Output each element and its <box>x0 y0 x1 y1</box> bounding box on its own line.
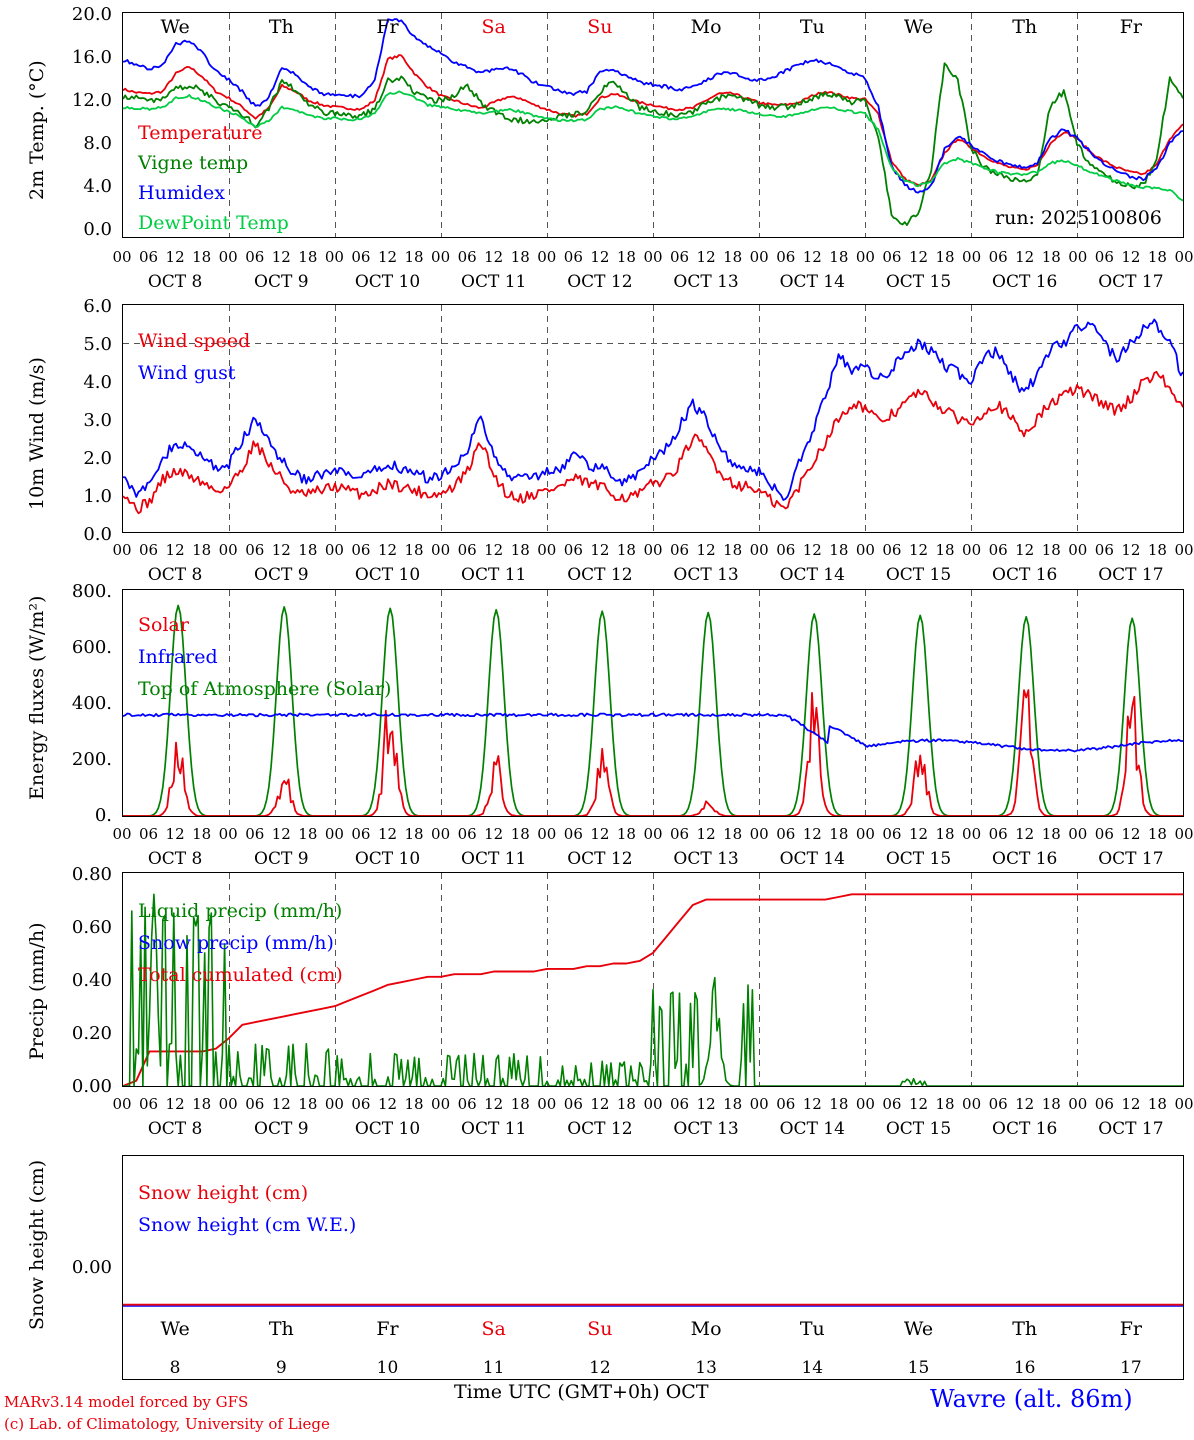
day-label: OCT 12 <box>567 565 633 585</box>
day-label: OCT 10 <box>354 272 421 292</box>
hour-tick: 18 <box>298 825 318 843</box>
hour-tick: 06 <box>139 248 159 266</box>
hour-tick: 00 <box>112 825 132 843</box>
hour-tick: 06 <box>457 248 477 266</box>
hour-tick: 06 <box>351 1095 371 1113</box>
hour-tick: 12 <box>802 825 822 843</box>
hour-tick: 06 <box>1094 248 1114 266</box>
hour-tick: 18 <box>829 248 849 266</box>
hour-tick: 18 <box>616 248 636 266</box>
ytick-flux-1: 200. <box>71 749 112 770</box>
hour-tick: 00 <box>1068 541 1088 559</box>
hour-tick: 06 <box>139 541 159 559</box>
hour-tick: 00 <box>112 541 132 559</box>
hour-tick: 18 <box>298 248 318 266</box>
hour-tick: 12 <box>1121 825 1141 843</box>
hour-tick: 06 <box>988 541 1008 559</box>
hour-tick: 06 <box>776 825 796 843</box>
plot-area-fluxes <box>122 589 1184 817</box>
hour-tick: 18 <box>1041 541 1061 559</box>
weekday-label: We <box>160 1318 190 1340</box>
weekday-label: We <box>160 16 190 38</box>
day-label: OCT 11 <box>461 565 527 585</box>
hour-tick: 12 <box>696 1095 716 1113</box>
hour-tick: 12 <box>1121 1095 1141 1113</box>
hour-tick: 18 <box>192 1095 212 1113</box>
hour-tick: 12 <box>1121 541 1141 559</box>
hour-tick: 12 <box>377 825 398 843</box>
hour-tick: 18 <box>723 248 743 266</box>
hour-tick: 18 <box>723 541 743 559</box>
day-label: OCT 12 <box>567 272 633 292</box>
day-labels-fluxes <box>0 849 1194 871</box>
hour-tick: 00 <box>1068 825 1088 843</box>
hour-tick: 18 <box>935 248 955 266</box>
legend-solar: Solar <box>138 614 189 636</box>
hour-tick: 18 <box>616 825 636 843</box>
hour-tick: 06 <box>139 1095 159 1113</box>
hour-tick: 06 <box>1094 825 1114 843</box>
hour-tick: 00 <box>431 248 451 266</box>
day-label: OCT 17 <box>1098 272 1164 292</box>
day-number-label: 8 <box>169 1358 181 1378</box>
ytick-wind-5: 5.0 <box>83 334 112 355</box>
hour-tick: 00 <box>1174 1095 1194 1113</box>
hour-tick: 06 <box>351 248 371 266</box>
hour-tick: 12 <box>484 825 504 843</box>
hour-tick: 06 <box>670 248 690 266</box>
axis-label-temperature: 2m Temp. (°C) <box>26 60 48 200</box>
temperature-svg <box>123 13 1183 237</box>
hour-tick: 18 <box>829 825 849 843</box>
hour-tick: 06 <box>776 541 796 559</box>
day-number-label: 15 <box>907 1358 930 1378</box>
day-number-label: 10 <box>376 1358 399 1378</box>
day-label: OCT 17 <box>1098 565 1164 585</box>
legend-snow-height: Snow height (cm) <box>138 1182 309 1204</box>
hour-tick: 00 <box>1068 248 1088 266</box>
hour-tick: 18 <box>404 1095 424 1113</box>
weekday-label: Su <box>587 16 613 38</box>
weekday-label: Fr <box>1119 1318 1143 1340</box>
legend-total-cumulated: Total cumulated (cm) <box>138 964 343 986</box>
legend-snow-precip: Snow precip (mm/h) <box>138 932 334 954</box>
weekday-label: Tu <box>799 16 825 38</box>
hour-tick: 12 <box>271 1095 291 1113</box>
hour-tick: 18 <box>935 825 955 843</box>
weekday-label: Th <box>1012 16 1038 38</box>
day-labels-precip <box>0 1119 1194 1141</box>
day-number-label: 9 <box>275 1358 287 1378</box>
hour-tick: 00 <box>1174 541 1194 559</box>
hour-tick: 00 <box>643 1095 663 1113</box>
hour-tick: 12 <box>590 1095 610 1113</box>
hour-tick: 12 <box>802 541 822 559</box>
ytick-wind-2: 2.0 <box>83 448 112 469</box>
hour-tick: 00 <box>324 541 344 559</box>
hour-tick: 06 <box>988 248 1008 266</box>
legend-humidex: Humidex <box>138 182 226 204</box>
axis-label-wind: 10m Wind (m/s) <box>26 357 48 510</box>
day-label: OCT 10 <box>354 849 421 869</box>
hour-tick: 00 <box>431 1095 451 1113</box>
weekday-label: Sa <box>481 16 506 38</box>
hour-ticks-wind <box>0 541 1194 561</box>
hour-tick: 18 <box>723 825 743 843</box>
ytick-precip-3: 0.60 <box>71 917 112 938</box>
ytick-wind-0: 0.0 <box>83 524 112 545</box>
day-label: OCT 13 <box>673 565 739 585</box>
weekday-label: Sa <box>481 1318 506 1340</box>
hour-tick: 06 <box>563 541 583 559</box>
hour-tick: 00 <box>962 825 982 843</box>
hour-tick: 06 <box>882 248 902 266</box>
day-label: OCT 9 <box>254 272 309 292</box>
day-label: OCT 17 <box>1098 849 1164 869</box>
hour-ticks-precip <box>0 1095 1194 1115</box>
legend-snow-height-we: Snow height (cm W.E.) <box>138 1214 357 1236</box>
hour-tick: 12 <box>484 248 504 266</box>
hour-tick: 12 <box>696 248 716 266</box>
hour-tick: 06 <box>1094 1095 1114 1113</box>
weekday-label: Su <box>587 1318 613 1340</box>
hour-tick: 00 <box>962 248 982 266</box>
day-label: OCT 8 <box>147 849 203 869</box>
weekday-label: Th <box>1012 1318 1038 1340</box>
day-label: OCT 10 <box>354 1119 421 1139</box>
hour-tick: 18 <box>192 541 212 559</box>
hour-tick: 06 <box>988 1095 1008 1113</box>
hour-tick: 06 <box>457 1095 477 1113</box>
ytick-temp-1: 4.0 <box>83 176 112 197</box>
hour-tick: 00 <box>537 541 557 559</box>
hour-tick: 12 <box>908 1095 929 1113</box>
hour-tick: 18 <box>1147 248 1167 266</box>
day-label: OCT 15 <box>885 565 952 585</box>
hour-tick: 12 <box>590 248 610 266</box>
hour-tick: 00 <box>218 1095 238 1113</box>
hour-tick: 06 <box>563 248 583 266</box>
hour-tick: 18 <box>404 248 424 266</box>
hour-tick: 06 <box>988 825 1008 843</box>
day-label: OCT 16 <box>992 1119 1058 1139</box>
plot-area-wind <box>122 304 1184 533</box>
hour-tick: 06 <box>351 825 371 843</box>
legend-wind-speed: Wind speed <box>138 330 251 352</box>
weekday-label: Th <box>268 1318 294 1340</box>
ytick-wind-6: 6.0 <box>83 296 112 317</box>
hour-tick: 00 <box>218 248 238 266</box>
ytick-wind-1: 1.0 <box>83 486 112 507</box>
hour-tick: 18 <box>510 248 530 266</box>
hour-tick: 00 <box>218 825 238 843</box>
weekday-label: Fr <box>376 16 399 38</box>
hour-tick: 12 <box>1015 1095 1035 1113</box>
hour-ticks-fluxes <box>0 825 1194 845</box>
hour-tick: 00 <box>855 248 875 266</box>
hour-tick: 00 <box>112 248 132 266</box>
hour-tick: 12 <box>908 248 929 266</box>
day-label: OCT 16 <box>992 272 1058 292</box>
weekday-labels-bottom <box>0 1318 1194 1342</box>
hour-tick: 12 <box>165 541 185 559</box>
day-label: OCT 8 <box>147 272 203 292</box>
weekday-label: Tu <box>799 1318 825 1340</box>
hour-tick: 12 <box>1015 248 1035 266</box>
day-label: OCT 10 <box>354 565 421 585</box>
hour-tick: 06 <box>245 1095 265 1113</box>
ytick-flux-2: 400. <box>71 693 112 714</box>
hour-tick: 18 <box>510 825 530 843</box>
hour-tick: 06 <box>245 248 265 266</box>
weekday-label: We <box>903 1318 934 1340</box>
ytick-precip-1: 0.20 <box>71 1023 112 1044</box>
hour-tick: 00 <box>537 825 557 843</box>
hour-tick: 18 <box>1147 1095 1167 1113</box>
ytick-wind-3: 3.0 <box>83 410 112 431</box>
hour-tick: 18 <box>723 1095 743 1113</box>
ytick-flux-0: 0. <box>94 805 112 826</box>
hour-tick: 18 <box>510 541 530 559</box>
hour-ticks-temperature <box>0 248 1194 268</box>
day-labels-temperature <box>0 272 1194 294</box>
hour-tick: 00 <box>749 1095 769 1113</box>
hour-tick: 00 <box>749 248 769 266</box>
weekday-label: We <box>903 16 934 38</box>
ytick-temp-3: 12.0 <box>71 90 112 111</box>
ytick-snow-0: 0.00 <box>71 1257 112 1278</box>
hour-tick: 18 <box>935 1095 955 1113</box>
axis-label-snow: Snow height (cm) <box>26 1159 48 1330</box>
hour-tick: 00 <box>324 1095 344 1113</box>
hour-tick: 18 <box>935 541 955 559</box>
hour-tick: 00 <box>643 541 663 559</box>
hour-tick: 12 <box>271 248 291 266</box>
hour-tick: 18 <box>616 1095 636 1113</box>
hour-tick: 12 <box>802 1095 822 1113</box>
day-label: OCT 14 <box>779 849 845 869</box>
hour-tick: 18 <box>1041 825 1061 843</box>
hour-tick: 18 <box>1147 825 1167 843</box>
hour-tick: 18 <box>298 541 318 559</box>
hour-tick: 12 <box>590 541 610 559</box>
hour-tick: 00 <box>962 541 982 559</box>
credit-line-2: (c) Lab. of Climatology, University of Liege <box>4 1415 330 1433</box>
day-number-label: 11 <box>482 1358 505 1378</box>
weekday-label: Th <box>268 16 294 38</box>
day-label: OCT 16 <box>992 565 1058 585</box>
day-label: OCT 9 <box>254 849 309 869</box>
hour-tick: 00 <box>537 248 557 266</box>
hour-tick: 18 <box>510 1095 530 1113</box>
hour-tick: 12 <box>908 825 929 843</box>
hour-tick: 06 <box>670 825 690 843</box>
hour-tick: 18 <box>829 541 849 559</box>
hour-tick: 06 <box>1094 541 1114 559</box>
day-label: OCT 15 <box>885 1119 952 1139</box>
hour-tick: 12 <box>696 541 716 559</box>
day-label: OCT 12 <box>567 849 633 869</box>
ytick-temp-4: 16.0 <box>71 47 112 68</box>
weekday-label: Fr <box>376 1318 399 1340</box>
day-label: OCT 9 <box>254 1119 309 1139</box>
hour-tick: 00 <box>855 825 875 843</box>
hour-tick: 18 <box>192 825 212 843</box>
fluxes-svg <box>123 590 1183 816</box>
day-label: OCT 11 <box>461 1119 527 1139</box>
day-label: OCT 15 <box>885 272 952 292</box>
day-label: OCT 11 <box>461 272 527 292</box>
hour-tick: 18 <box>192 248 212 266</box>
weekday-label: Mo <box>690 16 722 38</box>
weekday-label: Fr <box>1119 16 1143 38</box>
ytick-precip-0: 0.00 <box>71 1076 112 1097</box>
day-label: OCT 16 <box>992 849 1058 869</box>
hour-tick: 00 <box>218 541 238 559</box>
hour-tick: 06 <box>245 541 265 559</box>
weekday-label: Mo <box>690 1318 722 1340</box>
hour-tick: 06 <box>882 825 902 843</box>
hour-tick: 12 <box>1015 541 1035 559</box>
legend-liquid-precip: Liquid precip (mm/h) <box>138 900 343 922</box>
axis-label-precip: Precip (mm/h) <box>26 922 48 1060</box>
hour-tick: 12 <box>1015 825 1035 843</box>
hour-tick: 00 <box>643 248 663 266</box>
legend-infrared: Infrared <box>138 646 218 668</box>
day-label: OCT 14 <box>779 565 845 585</box>
day-label: OCT 15 <box>885 849 952 869</box>
hour-tick: 06 <box>351 541 371 559</box>
hour-tick: 18 <box>404 825 424 843</box>
hour-tick: 00 <box>1174 825 1194 843</box>
day-label: OCT 9 <box>254 565 309 585</box>
ytick-flux-3: 600. <box>71 637 112 658</box>
day-label: OCT 17 <box>1098 1119 1164 1139</box>
hour-tick: 06 <box>139 825 159 843</box>
ytick-precip-4: 0.80 <box>71 864 112 885</box>
ytick-temp-5: 20.0 <box>71 4 112 25</box>
hour-tick: 12 <box>377 541 398 559</box>
hour-tick: 06 <box>670 1095 690 1113</box>
hour-tick: 00 <box>112 1095 132 1113</box>
hour-tick: 12 <box>696 825 716 843</box>
hour-tick: 00 <box>1068 1095 1088 1113</box>
day-label: OCT 13 <box>673 272 739 292</box>
hour-tick: 12 <box>165 248 185 266</box>
hour-tick: 12 <box>908 541 929 559</box>
hour-tick: 00 <box>855 541 875 559</box>
hour-tick: 06 <box>563 825 583 843</box>
day-label: OCT 13 <box>673 849 739 869</box>
hour-tick: 18 <box>1041 248 1061 266</box>
ytick-wind-4: 4.0 <box>83 372 112 393</box>
day-label: OCT 8 <box>147 565 203 585</box>
day-number-label: 17 <box>1120 1358 1142 1378</box>
plot-area-temperature <box>122 12 1184 238</box>
ytick-flux-4: 800. <box>71 581 112 602</box>
day-number-label: 16 <box>1013 1358 1036 1378</box>
hour-tick: 12 <box>165 1095 185 1113</box>
ytick-temp-0: 0.0 <box>83 219 112 240</box>
hour-tick: 18 <box>1041 1095 1061 1113</box>
hour-tick: 12 <box>165 825 185 843</box>
hour-tick: 12 <box>377 1095 398 1113</box>
hour-tick: 06 <box>882 1095 902 1113</box>
wind-svg <box>123 305 1183 532</box>
day-numbers-bottom <box>0 1358 1194 1378</box>
day-number-label: 13 <box>695 1358 717 1378</box>
legend-vigne-temp: Vigne temp <box>138 152 249 174</box>
x-axis-title: Time UTC (GMT+0h) OCT <box>454 1381 709 1403</box>
hour-tick: 00 <box>324 248 344 266</box>
hour-tick: 12 <box>271 541 291 559</box>
hour-tick: 06 <box>245 825 265 843</box>
day-number-label: 12 <box>589 1358 611 1378</box>
hour-tick: 06 <box>457 825 477 843</box>
hour-tick: 18 <box>298 1095 318 1113</box>
run-label: run: 2025100806 <box>995 207 1162 229</box>
hour-tick: 06 <box>670 541 690 559</box>
credit-line-1: MARv3.14 model forced by GFS <box>4 1393 249 1411</box>
day-label: OCT 11 <box>461 849 527 869</box>
hour-tick: 12 <box>802 248 822 266</box>
hour-tick: 12 <box>271 825 291 843</box>
hour-tick: 12 <box>377 248 398 266</box>
hour-tick: 00 <box>324 825 344 843</box>
hour-tick: 12 <box>1121 248 1141 266</box>
hour-tick: 06 <box>563 1095 583 1113</box>
day-labels-wind <box>0 565 1194 587</box>
day-number-label: 14 <box>801 1358 824 1378</box>
station-label: Wavre (alt. 86m) <box>930 1385 1133 1413</box>
hour-tick: 00 <box>431 825 451 843</box>
axis-label-fluxes: Energy fluxes (W/m²) <box>26 595 48 800</box>
legend-temperature: Temperature <box>138 122 263 144</box>
hour-tick: 06 <box>776 1095 796 1113</box>
legend-dewpoint: DewPoint Temp <box>138 212 289 234</box>
hour-tick: 00 <box>431 541 451 559</box>
hour-tick: 06 <box>457 541 477 559</box>
day-label: OCT 8 <box>147 1119 203 1139</box>
hour-tick: 06 <box>776 248 796 266</box>
hour-tick: 00 <box>962 1095 982 1113</box>
ytick-temp-2: 8.0 <box>83 133 112 154</box>
hour-tick: 18 <box>1147 541 1167 559</box>
hour-tick: 18 <box>829 1095 849 1113</box>
hour-tick: 00 <box>855 1095 875 1113</box>
hour-tick: 00 <box>643 825 663 843</box>
hour-tick: 18 <box>404 541 424 559</box>
legend-top-of-atmosphere: Top of Atmosphere (Solar) <box>138 678 392 700</box>
hour-tick: 00 <box>749 825 769 843</box>
hour-tick: 12 <box>484 541 504 559</box>
legend-wind-gust: Wind gust <box>138 362 236 384</box>
hour-tick: 12 <box>484 1095 504 1113</box>
hour-tick: 06 <box>882 541 902 559</box>
hour-tick: 18 <box>616 541 636 559</box>
hour-tick: 00 <box>749 541 769 559</box>
day-label: OCT 14 <box>779 272 845 292</box>
hour-tick: 00 <box>1174 248 1194 266</box>
day-label: OCT 13 <box>673 1119 739 1139</box>
ytick-precip-2: 0.40 <box>71 970 112 991</box>
day-label: OCT 14 <box>779 1119 845 1139</box>
weekday-labels-temperature <box>0 16 1194 40</box>
hour-tick: 00 <box>537 1095 557 1113</box>
hour-tick: 12 <box>590 825 610 843</box>
day-label: OCT 12 <box>567 1119 633 1139</box>
